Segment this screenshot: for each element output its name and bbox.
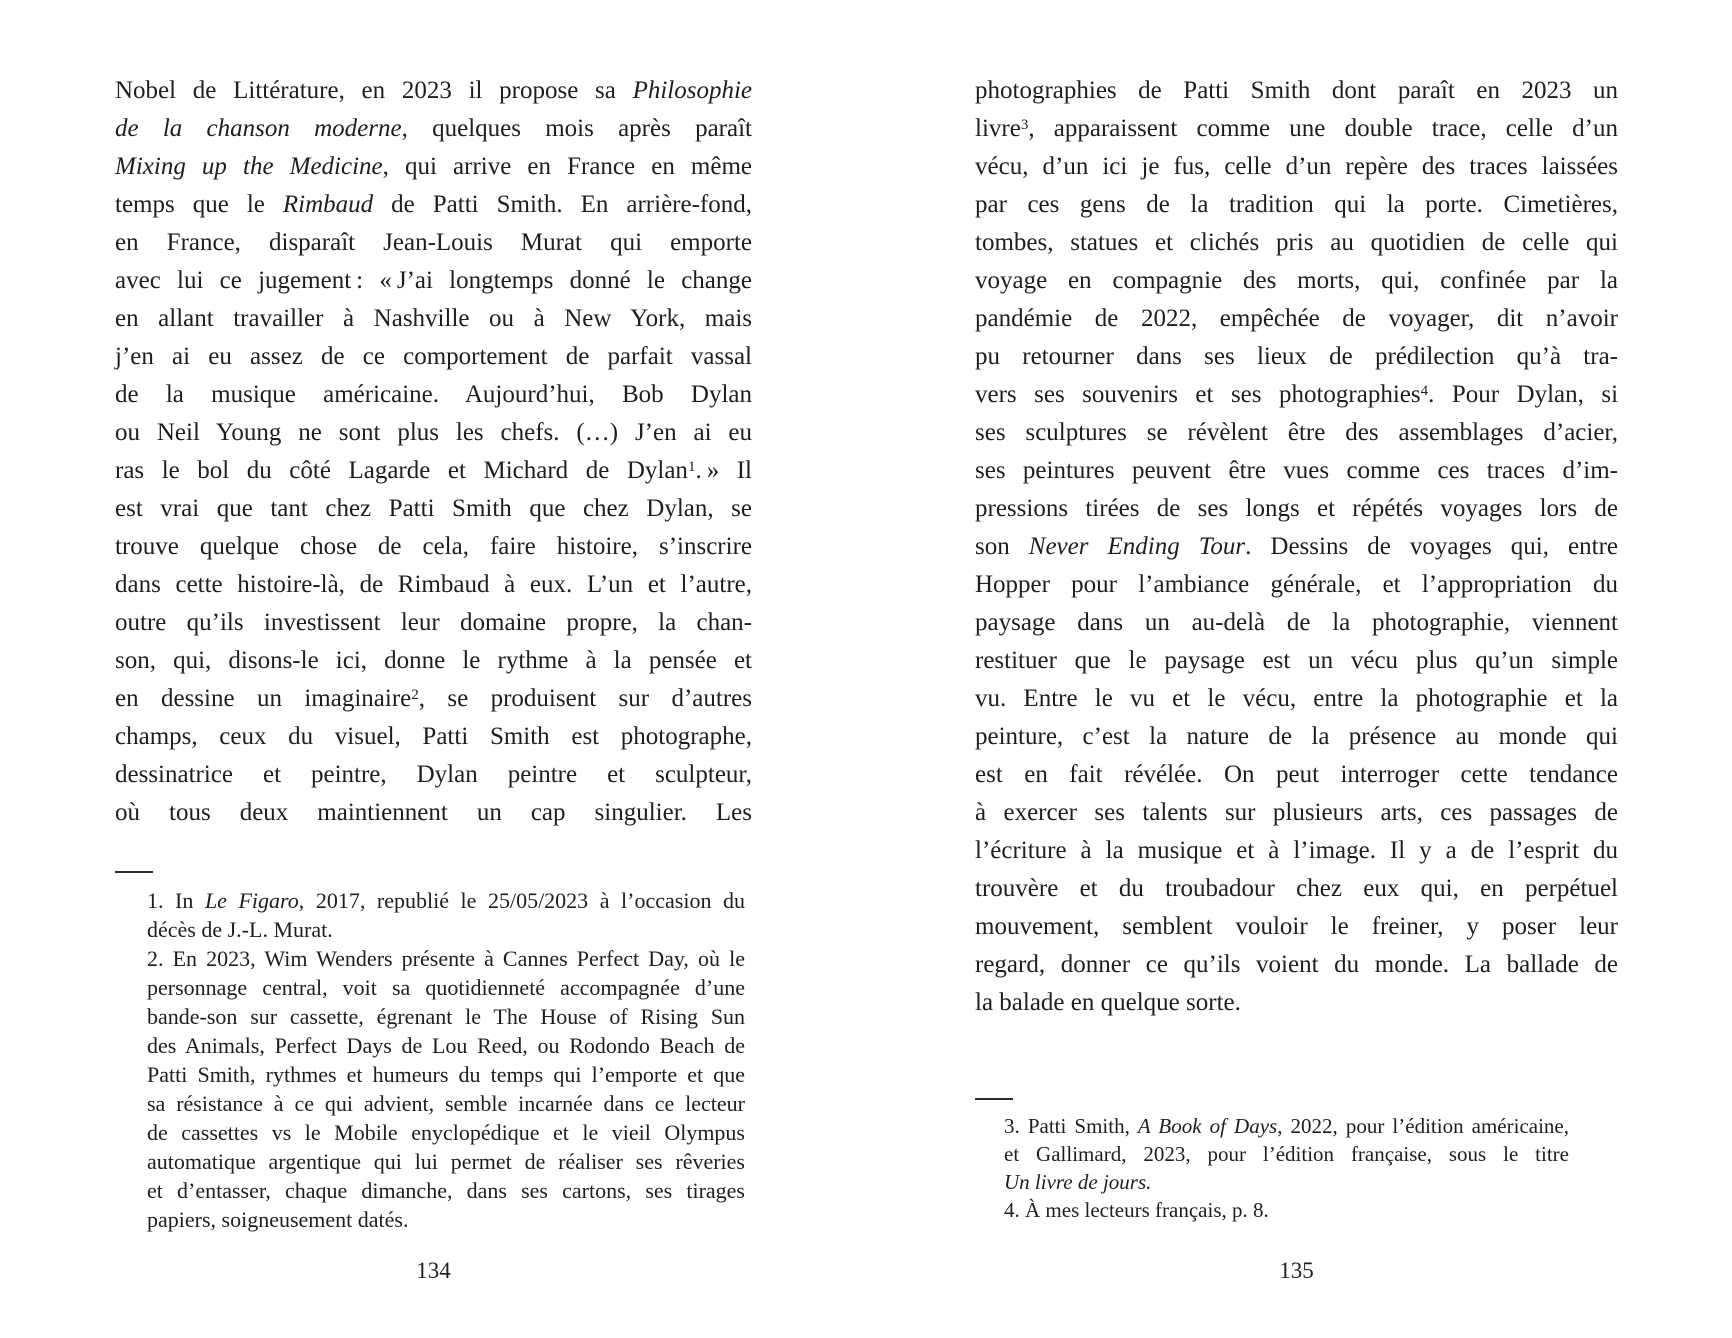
text-line <box>975 566 1618 604</box>
text-segment: dessinatrice et peintre, Dylan peintre et sculpteur, <box>115 761 752 788</box>
text-line <box>115 452 752 490</box>
text-segment: vécu, d’un ici je fus, celle d’un repère des traces laissées <box>975 153 1618 180</box>
page-135-body-text <box>975 72 1618 1022</box>
text-line <box>975 756 1618 794</box>
text-segment: tombes, statues et clichés pris au quotidien de celle qui <box>975 229 1618 256</box>
text-line <box>975 528 1618 566</box>
text-line <box>147 1205 745 1234</box>
text-segment: bande-son sur cassette, égrenant le The House of Rising Sun <box>147 1004 745 1029</box>
page-number-134: 134 <box>416 1258 451 1283</box>
text-segment: , qui arrive en France en même <box>382 153 752 180</box>
text-segment: Mixing up the Medicine <box>115 153 383 180</box>
text-line <box>1004 1112 1569 1140</box>
text-line <box>975 376 1618 414</box>
text-line <box>115 148 752 186</box>
text-line <box>975 604 1618 642</box>
text-segment: pressions tirées de ses longs et répétés voyages lors de <box>975 495 1618 522</box>
text-segment: outre qu’ils investissent leur domaine propre, la chan- <box>115 609 752 636</box>
text-line <box>975 984 1618 1022</box>
text-segment: 3. Patti Smith, <box>1004 1114 1138 1138</box>
text-segment: Patti Smith, rythmes et humeurs du temps qui l’emporte et que <box>147 1062 745 1087</box>
text-segment: j’en ai eu assez de ce comportement de parfait vassal <box>115 343 752 370</box>
page-134 <box>115 0 752 1338</box>
text-line <box>115 718 752 756</box>
text-line <box>115 376 752 414</box>
text-segment: son <box>975 533 1029 560</box>
text-line <box>147 886 745 915</box>
text-segment: photographies de Patti Smith dont paraît en 2023 un <box>975 77 1618 104</box>
text-line <box>147 1089 745 1118</box>
text-segment: de la chanson moderne <box>115 115 402 142</box>
text-line <box>115 72 752 110</box>
text-segment: paysage dans un au-delà de la photographie, viennent <box>975 609 1618 636</box>
text-line <box>975 946 1618 984</box>
text-line <box>975 832 1618 870</box>
text-segment: , quelques mois après paraît <box>401 115 752 142</box>
text-segment: mouvement, semblent vouloir le freiner, y poser leur <box>975 913 1618 940</box>
text-segment: Le Figaro <box>204 888 299 913</box>
text-segment: Nobel de Littérature, en 2023 il propose sa <box>115 77 633 104</box>
text-segment: avec lui ce jugement : « J’ai longtemps donné le change <box>115 267 752 294</box>
text-segment: Hopper pour l’ambiance générale, et l’appropriation du <box>975 571 1618 598</box>
text-line <box>975 870 1618 908</box>
text-line <box>975 300 1618 338</box>
text-segment: Un livre de jours. <box>1004 1170 1152 1194</box>
footnote-divider <box>975 1098 1013 1100</box>
text-line <box>975 718 1618 756</box>
page-134-body-text <box>115 72 752 832</box>
text-line <box>115 756 752 794</box>
text-segment: Rimbaud <box>282 191 374 218</box>
text-segment: pandémie de 2022, empêchée de voyager, dit n’avoir <box>975 305 1618 332</box>
text-segment: ou Neil Young ne sont plus les chefs. (…) J’en ai eu <box>115 419 752 446</box>
text-segment: . » Il <box>695 457 753 484</box>
text-line <box>115 338 752 376</box>
text-line <box>115 566 752 604</box>
text-line <box>147 944 745 973</box>
text-segment: . Dessins de voyages qui, entre <box>1245 533 1619 560</box>
page-134-footnotes <box>147 886 745 1234</box>
footnote-ref: 4 <box>1420 382 1429 399</box>
text-segment: l’écriture à la musique et à l’image. Il y a de l’esprit du <box>975 837 1618 864</box>
text-line <box>975 186 1618 224</box>
text-segment: automatique argentique qui lui permet de réaliser ses rêveries <box>147 1149 745 1174</box>
text-segment: regard, donner ce qu’ils voient du monde. La ballade de <box>975 951 1618 978</box>
text-line <box>115 262 752 300</box>
text-segment: des Animals, Perfect Days de Lou Reed, ou Rodondo Beach de <box>147 1033 745 1058</box>
text-segment: la balade en quelque sorte. <box>975 989 1241 1016</box>
text-segment: à exercer ses talents sur plusieurs arts, ces passages de <box>975 799 1618 826</box>
text-segment: personnage central, voit sa quotidienneté accompagnée d’une <box>147 975 745 1000</box>
text-line <box>975 262 1618 300</box>
text-line <box>147 1176 745 1205</box>
text-segment: 1. In <box>147 888 205 913</box>
text-segment: 2. En 2023, Wim Wenders présente à Cannes Perfect Day, où le <box>147 946 745 971</box>
text-line <box>975 110 1618 148</box>
text-segment: et d’entasser, chaque dimanche, dans ses cartons, ses tirages <box>147 1178 745 1203</box>
text-line <box>147 915 745 944</box>
text-segment: , 2022, pour l’édition américaine, <box>1277 1114 1570 1138</box>
text-segment: vu. Entre le vu et le vécu, entre la photographie et la <box>975 685 1618 712</box>
text-segment: , se produisent sur d’autres <box>418 685 752 712</box>
text-line <box>115 604 752 642</box>
text-segment: où tous deux maintiennent un cap singulier. Les <box>115 799 752 826</box>
text-line <box>115 224 752 262</box>
text-line <box>975 338 1618 376</box>
text-line <box>975 452 1618 490</box>
text-line <box>975 148 1618 186</box>
text-segment: sa résistance à ce qui advient, semble incarnée dans ce lecteur <box>147 1091 745 1116</box>
text-segment: trouvère et du troubadour chez eux qui, en perpétuel <box>975 875 1618 902</box>
text-segment: , apparaissent comme une double trace, celle d’un <box>1028 115 1618 142</box>
text-segment: trouve quelque chose de cela, faire histoire, s’inscrire <box>115 533 752 560</box>
text-segment: pu retourner dans ses lieux de prédilection qu’à tra- <box>975 343 1618 370</box>
text-segment: son, qui, disons-le ici, donne le rythme à la pensée et <box>115 647 752 674</box>
text-line <box>1004 1196 1569 1224</box>
text-segment: peinture, c’est la nature de la présence au monde qui <box>975 723 1618 750</box>
text-segment: vers ses souvenirs et ses photographies <box>975 381 1421 408</box>
footnote-ref: 1 <box>687 458 696 475</box>
text-segment: en dessine un imaginaire <box>115 685 412 712</box>
text-segment: dans cette histoire-là, de Rimbaud à eux. L’un et l’autre, <box>115 571 752 598</box>
text-segment: livre <box>975 115 1021 142</box>
text-segment: . Pour Dylan, si <box>1428 381 1619 408</box>
text-line <box>1004 1140 1569 1168</box>
text-line <box>975 72 1618 110</box>
text-segment: de cassettes vs le Mobile enyclopédique et le vieil Olympus <box>147 1120 745 1145</box>
text-line <box>115 794 752 832</box>
text-line <box>975 642 1618 680</box>
footnote-ref: 3 <box>1020 116 1029 133</box>
text-segment: voyage en compagnie des morts, qui, confinée par la <box>975 267 1618 294</box>
text-line <box>115 186 752 224</box>
page-135 <box>975 0 1618 1338</box>
text-line <box>1004 1168 1569 1196</box>
text-segment: en France, disparaît Jean-Louis Murat qui emporte <box>115 229 752 256</box>
page-135-footnotes <box>1004 1112 1569 1224</box>
text-line <box>115 490 752 528</box>
text-segment: A Book of Days <box>1137 1114 1278 1138</box>
text-line <box>147 1002 745 1031</box>
text-line <box>147 1147 745 1176</box>
text-segment: 4. À mes lecteurs français, p. 8. <box>1004 1198 1269 1222</box>
text-line <box>975 908 1618 946</box>
text-line <box>147 1060 745 1089</box>
text-line <box>115 110 752 148</box>
text-segment: , 2017, republié le 25/05/2023 à l’occasion du <box>298 888 746 913</box>
text-segment: et Gallimard, 2023, pour l’édition française, sous le titre <box>1004 1142 1569 1166</box>
text-line <box>147 1031 745 1060</box>
text-segment: champs, ceux du visuel, Patti Smith est photographe, <box>115 723 752 750</box>
text-line <box>147 1118 745 1147</box>
text-segment: décès de J.-L. Murat. <box>147 917 333 942</box>
text-segment: temps que le <box>115 191 283 218</box>
text-segment: est vrai que tant chez Patti Smith que chez Dylan, se <box>115 495 752 522</box>
text-line <box>115 300 752 338</box>
text-line <box>115 414 752 452</box>
text-line <box>975 224 1618 262</box>
text-segment: restituer que le paysage est un vécu plus qu’un simple <box>975 647 1618 674</box>
text-segment: par ces gens de la tradition qui la porte. Cimetières, <box>975 191 1618 218</box>
text-segment: Philosophie <box>632 77 752 104</box>
page-number-135: 135 <box>1279 1258 1314 1283</box>
text-segment: Never Ending Tour <box>1028 533 1246 560</box>
text-segment: de Patti Smith. En arrière-fond, <box>373 191 752 218</box>
text-segment: ras le bol du côté Lagarde et Michard de Dylan <box>115 457 688 484</box>
footnote-ref: 2 <box>411 686 419 703</box>
text-segment: en allant travailler à Nashville ou à New York, mais <box>115 305 752 332</box>
text-segment: est en fait révélée. On peut interroger cette tendance <box>975 761 1618 788</box>
text-line <box>975 414 1618 452</box>
text-segment: ses sculptures se révèlent être des assemblages d’acier, <box>975 419 1618 446</box>
text-line <box>975 794 1618 832</box>
text-line <box>975 490 1618 528</box>
text-line <box>115 642 752 680</box>
text-segment: de la musique américaine. Aujourd’hui, Bob Dylan <box>115 381 752 408</box>
text-line <box>115 680 752 718</box>
text-line <box>115 528 752 566</box>
text-line <box>147 973 745 1002</box>
text-line <box>975 680 1618 718</box>
text-segment: papiers, soigneusement datés. <box>147 1207 409 1232</box>
text-segment: ses peintures peuvent être vues comme ces traces d’im- <box>975 457 1618 484</box>
footnote-divider <box>115 871 153 873</box>
